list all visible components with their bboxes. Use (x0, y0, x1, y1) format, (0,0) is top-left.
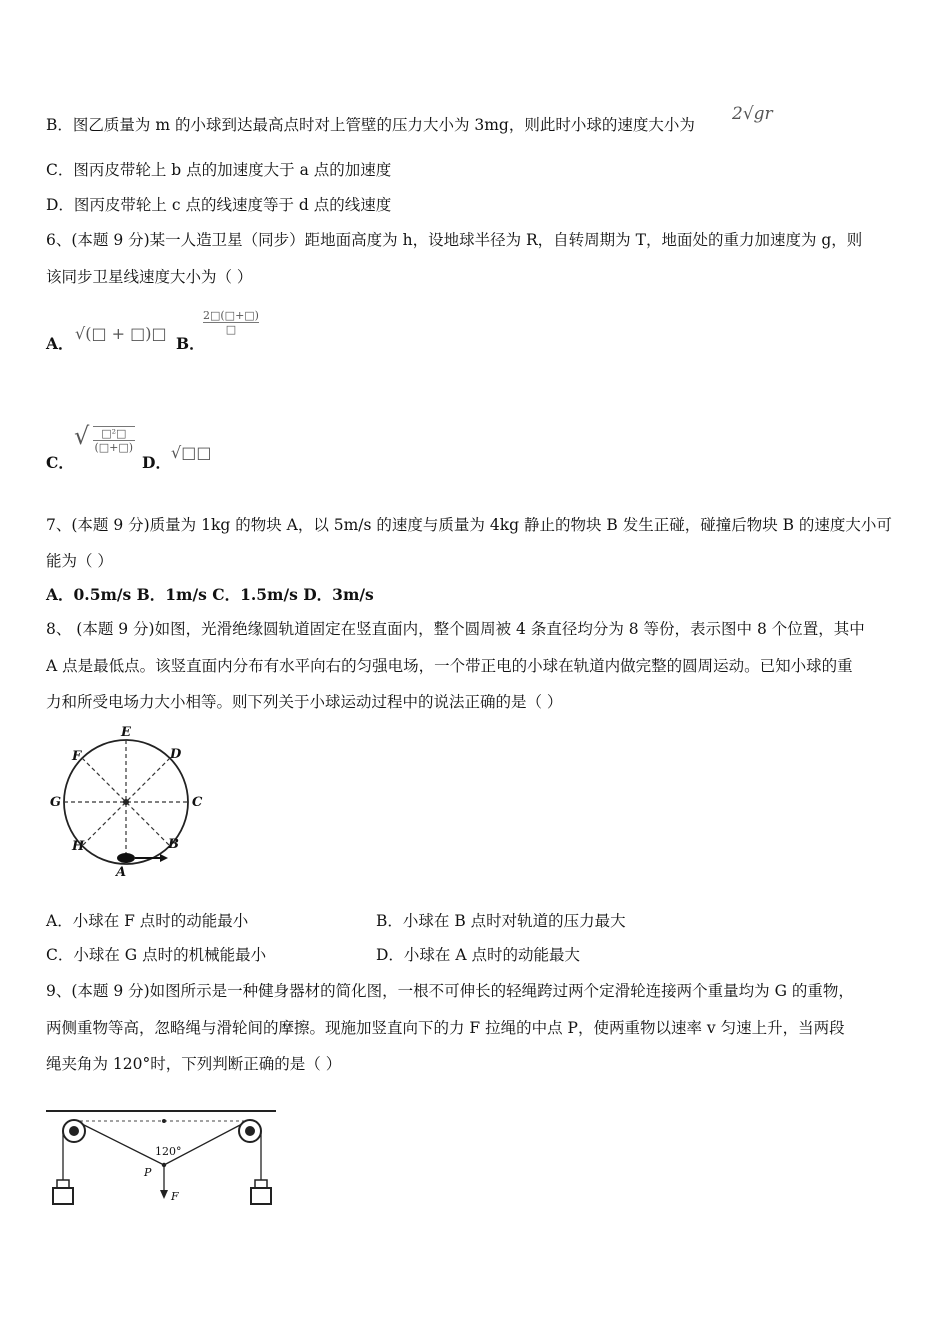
q6-option-c-formula: √ □²□ (□+□) (74, 422, 134, 454)
q8-stem-line1: 8、 (本题 9 分)如图，光滑绝缘圆轨道固定在竖直面内，整个圆周被 4 条直径均分为 8 等份，表示图中 8 个位置，其中 (46, 620, 865, 638)
q6-option-d-label: D． (142, 453, 171, 472)
q9-p-label: P (144, 1166, 152, 1179)
q5-option-c: C．图丙皮带轮上 b 点的加速度大于 a 点的加速度 (46, 161, 392, 179)
q9-rope-left (82, 1124, 164, 1165)
q8-option-d: D．小球在 A 点时的动能最大 (376, 946, 580, 964)
q6-option-a-label: A． (46, 334, 74, 353)
q5-option-b (46, 114, 695, 136)
q6-option-c-denominator: (□+□) (94, 441, 134, 454)
q6-option-a-formula: √(□ + □)□ (75, 324, 167, 343)
q6-option-c-label: C． (46, 453, 74, 472)
q8-option-b: B．小球在 B 点时对轨道的压力最大 (376, 912, 626, 930)
q6-stem-line2: 该同步卫星线速度大小为（ ） (46, 268, 253, 286)
q6-option-b-label: B． (176, 334, 205, 353)
q9-midpoint-dot (162, 1119, 166, 1123)
q9-pulley-figure (44, 1100, 279, 1212)
q8-label-b: B (168, 837, 179, 852)
q8-label-a: A (116, 865, 127, 878)
q8-ball (117, 853, 135, 863)
q5-option-b-formula: 2√gr (732, 104, 773, 124)
q5-option-d: D．图丙皮带轮上 c 点的线速度等于 d 点的线速度 (46, 196, 392, 214)
q8-stem-line3: 力和所受电场力大小相等。则下列关于小球运动过程中的说法正确的是（ ） (46, 693, 563, 711)
q6-option-b-denominator: □ (225, 323, 237, 336)
q9-right-pulley (239, 1120, 261, 1142)
q9-left-weight (53, 1180, 73, 1204)
q9-f-label: F (171, 1190, 179, 1203)
q9-left-pulley (63, 1120, 85, 1142)
q8-label-h: H (72, 839, 85, 854)
q6-stem-line1: 6、(本题 9 分)某一人造卫星（同步）距地面高度为 h，设地球半径为 R，自转周期为 T，地面处的重力加速度为 g，则 (46, 231, 863, 249)
q7-options: A．0.5m/s B．1m/s C．1.5m/s D．3m/s (46, 585, 374, 604)
q8-label-d: D (170, 747, 182, 762)
q6-option-b-formula (203, 309, 259, 336)
q9-stem-line2: 两侧重物等高，忽略绳与滑轮间的摩擦。现施加竖直向下的力 F 拉绳的中点 P，使两重物以速率 v 匀速上升，当两段 (46, 1019, 845, 1037)
q7-stem-line1: 7、(本题 9 分)质量为 1kg 的物块 A，以 5m/s 的速度与质量为 4kg 静止的物块 B 发生正碰，碰撞后物块 B 的速度大小可 (46, 516, 892, 534)
q8-label-g: G (50, 795, 62, 810)
q6-option-d-formula: √□□ (171, 443, 212, 462)
q8-center-dot (123, 799, 129, 805)
q8-label-c: C (192, 795, 203, 810)
q8-label-e: E (121, 725, 131, 740)
q5-option-b-text: B．图乙质量为 m 的小球到达最高点时对上管壁的压力大小为 3mg，则此时小球的速度大小为 (46, 116, 695, 134)
q8-stem-line2: A 点是最低点。该竖直面内分布有水平向右的匀强电场，一个带正电的小球在轨道内做完整的圆周运动。已知小球的重 (46, 657, 853, 675)
q8-field-arrowhead (160, 854, 168, 862)
q8-circle-figure (44, 722, 214, 878)
q6-option-b-numerator: 2□(□+□) (203, 309, 259, 322)
q6-option-c-numerator: □²□ (93, 427, 135, 441)
q9-force-arrowhead (160, 1190, 168, 1199)
q9-stem-line1: 9、(本题 9 分)如图所示是一种健身器材的简化图，一根不可伸长的轻绳跨过两个定滑轮连接两个重量均为 G 的重物， (46, 982, 854, 1000)
q7-stem-line2: 能为（ ） (46, 552, 113, 570)
q8-option-c: C．小球在 G 点时的机械能最小 (46, 946, 267, 964)
q9-angle-label: 120° (155, 1145, 182, 1158)
q9-right-weight (251, 1180, 271, 1204)
q8-option-a: A．小球在 F 点时的动能最小 (46, 912, 249, 930)
q8-label-f: F (72, 749, 82, 764)
q9-stem-line3: 绳夹角为 120°时，下列判断正确的是（ ） (46, 1055, 342, 1073)
